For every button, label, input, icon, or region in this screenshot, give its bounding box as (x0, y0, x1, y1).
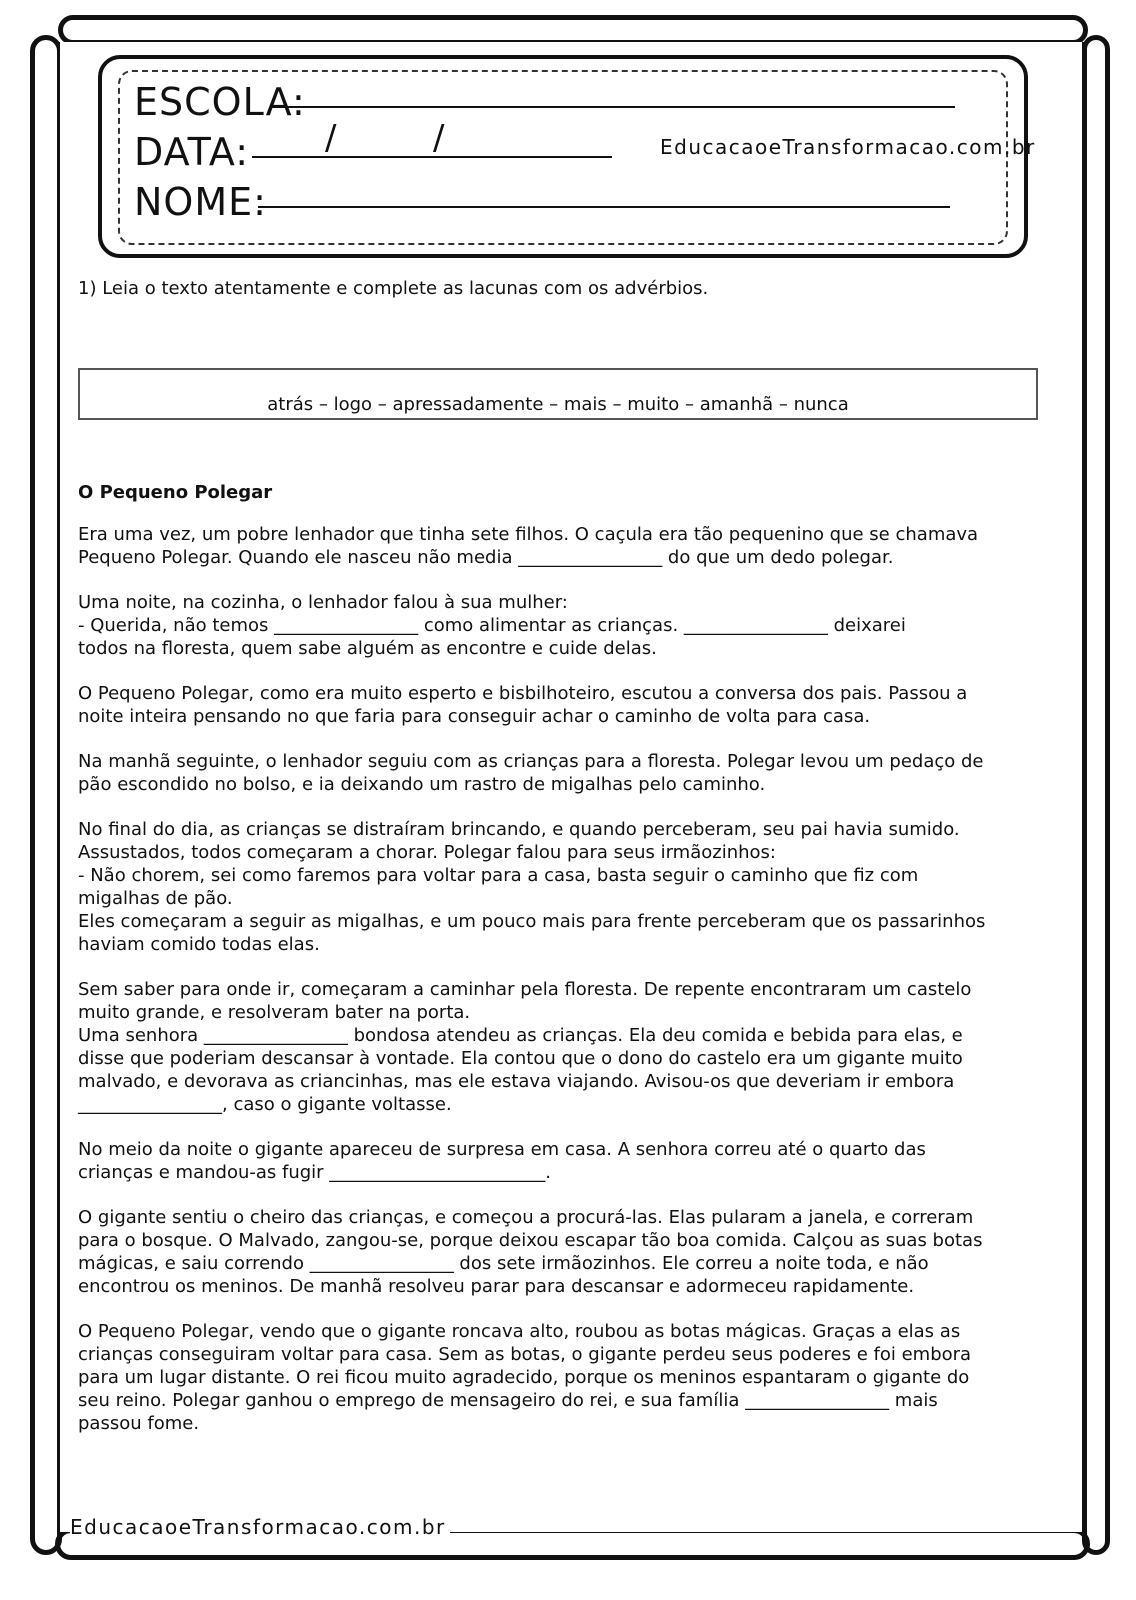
story-line: O Pequeno Polegar, vendo que o gigante roncava alto, roubou as botas mágicas. Graças a elas as (78, 1321, 961, 1342)
date-slash-1: / (325, 118, 337, 158)
data-label: DATA: (134, 130, 250, 174)
story-line: para um lugar distante. O rei ficou muito agradecido, porque os meninos espantaram o gigante do (78, 1367, 970, 1388)
story-line: migalhas de pão. (78, 888, 233, 909)
story-line: seu reino. Polegar ganhou o emprego de mensageiro do rei, e sua família ________________ mais (78, 1390, 938, 1411)
site-watermark-footer: EducacaoeTransformacao.com.br (70, 1515, 450, 1539)
story-line: - Não chorem, sei como faremos para voltar para a casa, basta seguir o caminho que fiz com (78, 865, 919, 886)
story-line: malvado, e devorava as criancinhas, mas ele estava viajando. Avisou-os que deveriam ir embora (78, 1071, 955, 1092)
story-line: - Querida, não temos ________________ como alimentar as crianças. ________________ deixarei (78, 615, 906, 636)
story-line: Sem saber para onde ir, começaram a caminhar pela floresta. De repente encontraram um castelo (78, 979, 972, 1000)
story-line: crianças e mandou-as fugir ________________________. (78, 1162, 552, 1183)
site-watermark-header: EducacaoeTransformacao.com.br (660, 135, 1036, 159)
story-line: haviam comido todas elas. (78, 934, 320, 955)
frame-right-border (1082, 35, 1110, 1555)
story-text (78, 523, 1038, 1457)
story-line: passou fome. (78, 1413, 200, 1434)
story-paragraph (78, 978, 1038, 1116)
story-line: muito grande, e resolveram bater na porta. (78, 1002, 471, 1023)
story-paragraph (78, 591, 1038, 660)
word-bank-text: atrás – logo – apressadamente – mais – muito – amanhã – nunca (267, 394, 849, 415)
story-paragraph (78, 523, 1038, 569)
frame-top-border (58, 15, 1088, 45)
story-line: No final do dia, as crianças se distraíram brincando, e quando perceberam, seu pai havia sumido. (78, 819, 960, 840)
story-paragraph (78, 1320, 1038, 1435)
story-line: encontrou os meninos. De manhã resolveu parar para descansar e adormeceu rapidamente. (78, 1276, 915, 1297)
story-line: para o bosque. O Malvado, zangou-se, porque deixou escapar tão boa comida. Calçou as suas botas (78, 1230, 983, 1251)
story-line: crianças conseguiram voltar para casa. Sem as botas, o gigante perdeu seus poderes e foi embora (78, 1344, 972, 1365)
story-paragraph (78, 1206, 1038, 1298)
question-text: 1) Leia o texto atentamente e complete as lacunas com os advérbios. (78, 278, 709, 299)
story-line: noite inteira pensando no que faria para conseguir achar o caminho de volta para casa. (78, 706, 871, 727)
nome-field[interactable] (258, 206, 950, 208)
story-line: No meio da noite o gigante apareceu de surpresa em casa. A senhora correu até o quarto das (78, 1139, 926, 1160)
story-paragraph (78, 818, 1038, 956)
story-paragraph (78, 1138, 1038, 1184)
story-line: ________________, caso o gigante voltasse. (78, 1094, 452, 1115)
story-line: O gigante sentiu o cheiro das crianças, e começou a procurá-las. Elas pularam a janela, e correram (78, 1207, 974, 1228)
date-slash-2: / (433, 118, 445, 158)
story-paragraph (78, 682, 1038, 728)
story-line: Uma senhora ________________ bondosa atendeu as crianças. Ela deu comida e bebida para elas, e (78, 1025, 963, 1046)
story-line: pão escondido no bolso, e ia deixando um rastro de migalhas pelo caminho. (78, 774, 766, 795)
nome-label: NOME: (134, 180, 267, 224)
story-line: Era uma vez, um pobre lenhador que tinha sete filhos. O caçula era tão pequenino que se chamava (78, 524, 979, 545)
story-paragraph (78, 750, 1038, 796)
story-line: Uma noite, na cozinha, o lenhador falou à sua mulher: (78, 592, 568, 613)
word-bank-box (78, 368, 1038, 420)
story-line: disse que poderiam descansar à vontade. Ela contou que o dono do castelo era um gigante muito (78, 1048, 963, 1069)
story-line: Assustados, todos começaram a chorar. Polegar falou para seus irmãozinhos: (78, 842, 776, 863)
story-title: O Pequeno Polegar (78, 482, 273, 503)
story-line: todos na floresta, quem sabe alguém as encontre e cuide delas. (78, 638, 657, 659)
data-field[interactable] (252, 156, 612, 158)
story-line: mágicas, e saiu correndo ________________ dos sete irmãozinhos. Ele correu a noite toda, e não (78, 1253, 929, 1274)
story-line: Eles começaram a seguir as migalhas, e um pouco mais para frente perceberam que os passarinhos (78, 911, 986, 932)
story-line: Pequeno Polegar. Quando ele nasceu não media ________________ do que um dedo polegar. (78, 547, 894, 568)
story-line: Na manhã seguinte, o lenhador seguiu com as crianças para a floresta. Polegar levou um pedaço de (78, 751, 984, 772)
escola-field[interactable] (285, 106, 955, 108)
story-line: O Pequeno Polegar, como era muito esperto e bisbilhoteiro, escutou a conversa dos pais. Passou a (78, 683, 968, 704)
escola-label: ESCOLA: (134, 80, 306, 124)
